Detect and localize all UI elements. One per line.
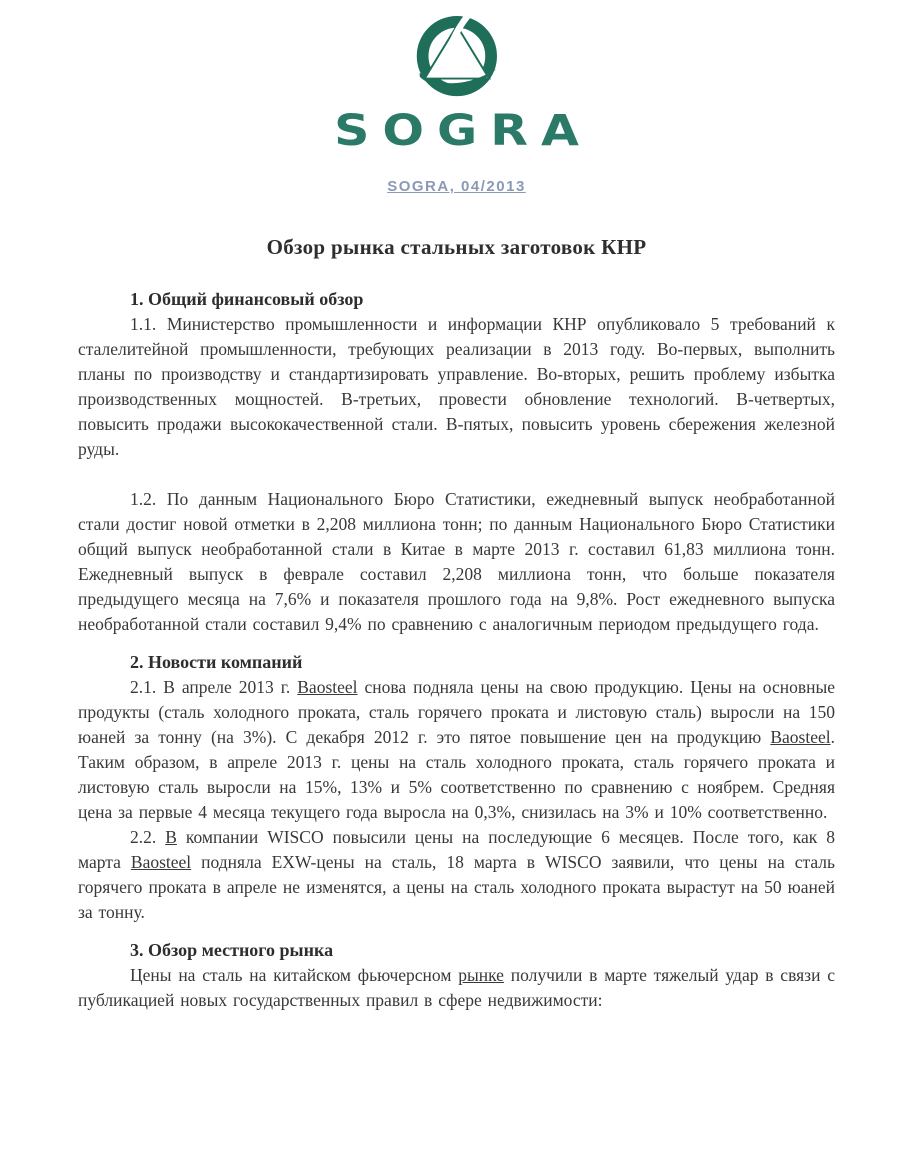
section xyxy=(78,650,835,925)
sogra-logo-icon xyxy=(78,14,835,106)
inline-link[interactable]: В xyxy=(165,827,177,847)
text-run: снова подняла цены на свою продукцию. Цены на основные продукты (сталь холодного проката, сталь горячего проката и листовую сталь) выросли на 150 юаней за тонну (на 3%). С декабря 2012 г. это пятое повышение цен на продукцию xyxy=(78,677,835,747)
issue-link[interactable]: SOGRA, 04/2013 xyxy=(387,178,526,195)
brand-wordmark: SOGRA xyxy=(334,105,592,156)
inline-link[interactable]: рынке xyxy=(458,965,504,985)
inline-link[interactable]: Baosteel xyxy=(297,677,358,697)
text-run: . Таким образом, в апреле 2013 г. цены на сталь холодного проката, сталь горячего проката и листовую сталь выросли на 15%, 13% и 5% соответственно по сравнению с ноябрем. Средняя цена за первые 4 месяца текущего года выросла на 0,3%, снизилась на 3% и 10% соответственно. xyxy=(78,727,835,822)
paragraph xyxy=(78,825,835,925)
paragraph xyxy=(78,487,835,637)
inline-link[interactable]: Baosteel xyxy=(770,727,831,747)
paragraph xyxy=(78,963,835,1013)
text-run: 2.1. В апреле 2013 г. xyxy=(130,677,298,697)
section-heading: 3. Обзор местного рынка xyxy=(130,940,334,960)
section xyxy=(78,938,835,1013)
document-title: Обзор рынка стальных заготовок КНР xyxy=(266,235,647,259)
document-body xyxy=(78,287,835,1013)
section xyxy=(78,287,835,637)
inline-link[interactable]: Baosteel xyxy=(130,852,192,872)
text-run: 1.1. Министерство промышленности и информации КНР опубликовало 5 требований к сталелитейной промышленности, требующих реализации в 2013 году. Во-первых, выполнить планы по производству и стандартизировать управление. Во-вторых, решить проблему избытка производственных мощностей. В-третьих, провести обновление технологий. В-четвертых, повысить продажи высококачественной стали. В-пятых, повысить уровень сбережения железной руды. xyxy=(78,314,835,459)
section-heading: 1. Общий финансовый обзор xyxy=(130,289,364,309)
paragraph xyxy=(78,675,835,825)
text-run: получили в марте тяжелый удар в связи с публикацией новых государственных правил в сфере недвижимости: xyxy=(78,965,835,1010)
text-run: 1.2. По данным Национального Бюро Статистики, ежедневный выпуск необработанной стали достиг новой отметки в 2,208 миллиона тонн; по данным Национального Бюро Статистики общий выпуск необработанной стали в Китае в марте 2013 г. составил 61,83 миллиона тонн. Ежедневный выпуск в феврале составил 2,208 миллиона тонн, что больше показателя предыдущего месяца на 7,6% и показателя прошлого года на 9,8%. Рост ежедневного выпуска необработанной стали составил 9,4% по сравнению с аналогичным периодом предыдущего года. xyxy=(78,489,835,634)
text-run: 2.2. xyxy=(130,827,166,847)
text-run: подняла EXW-цены на сталь, 18 марта в WISCO заявили, что цены на сталь горячего проката в апреле не изменятся, а цены на сталь холодного проката вырастут на 50 юаней за тонну. xyxy=(78,852,835,922)
paragraph xyxy=(78,312,835,462)
text-run: компании WISCO повысили цены на последующие 6 месяцев. После того, как 8 марта xyxy=(78,827,836,872)
text-run: Цены на сталь на китайском фьючерсном xyxy=(130,965,459,985)
document-header xyxy=(78,14,835,196)
section-heading: 2. Новости компаний xyxy=(130,652,303,672)
